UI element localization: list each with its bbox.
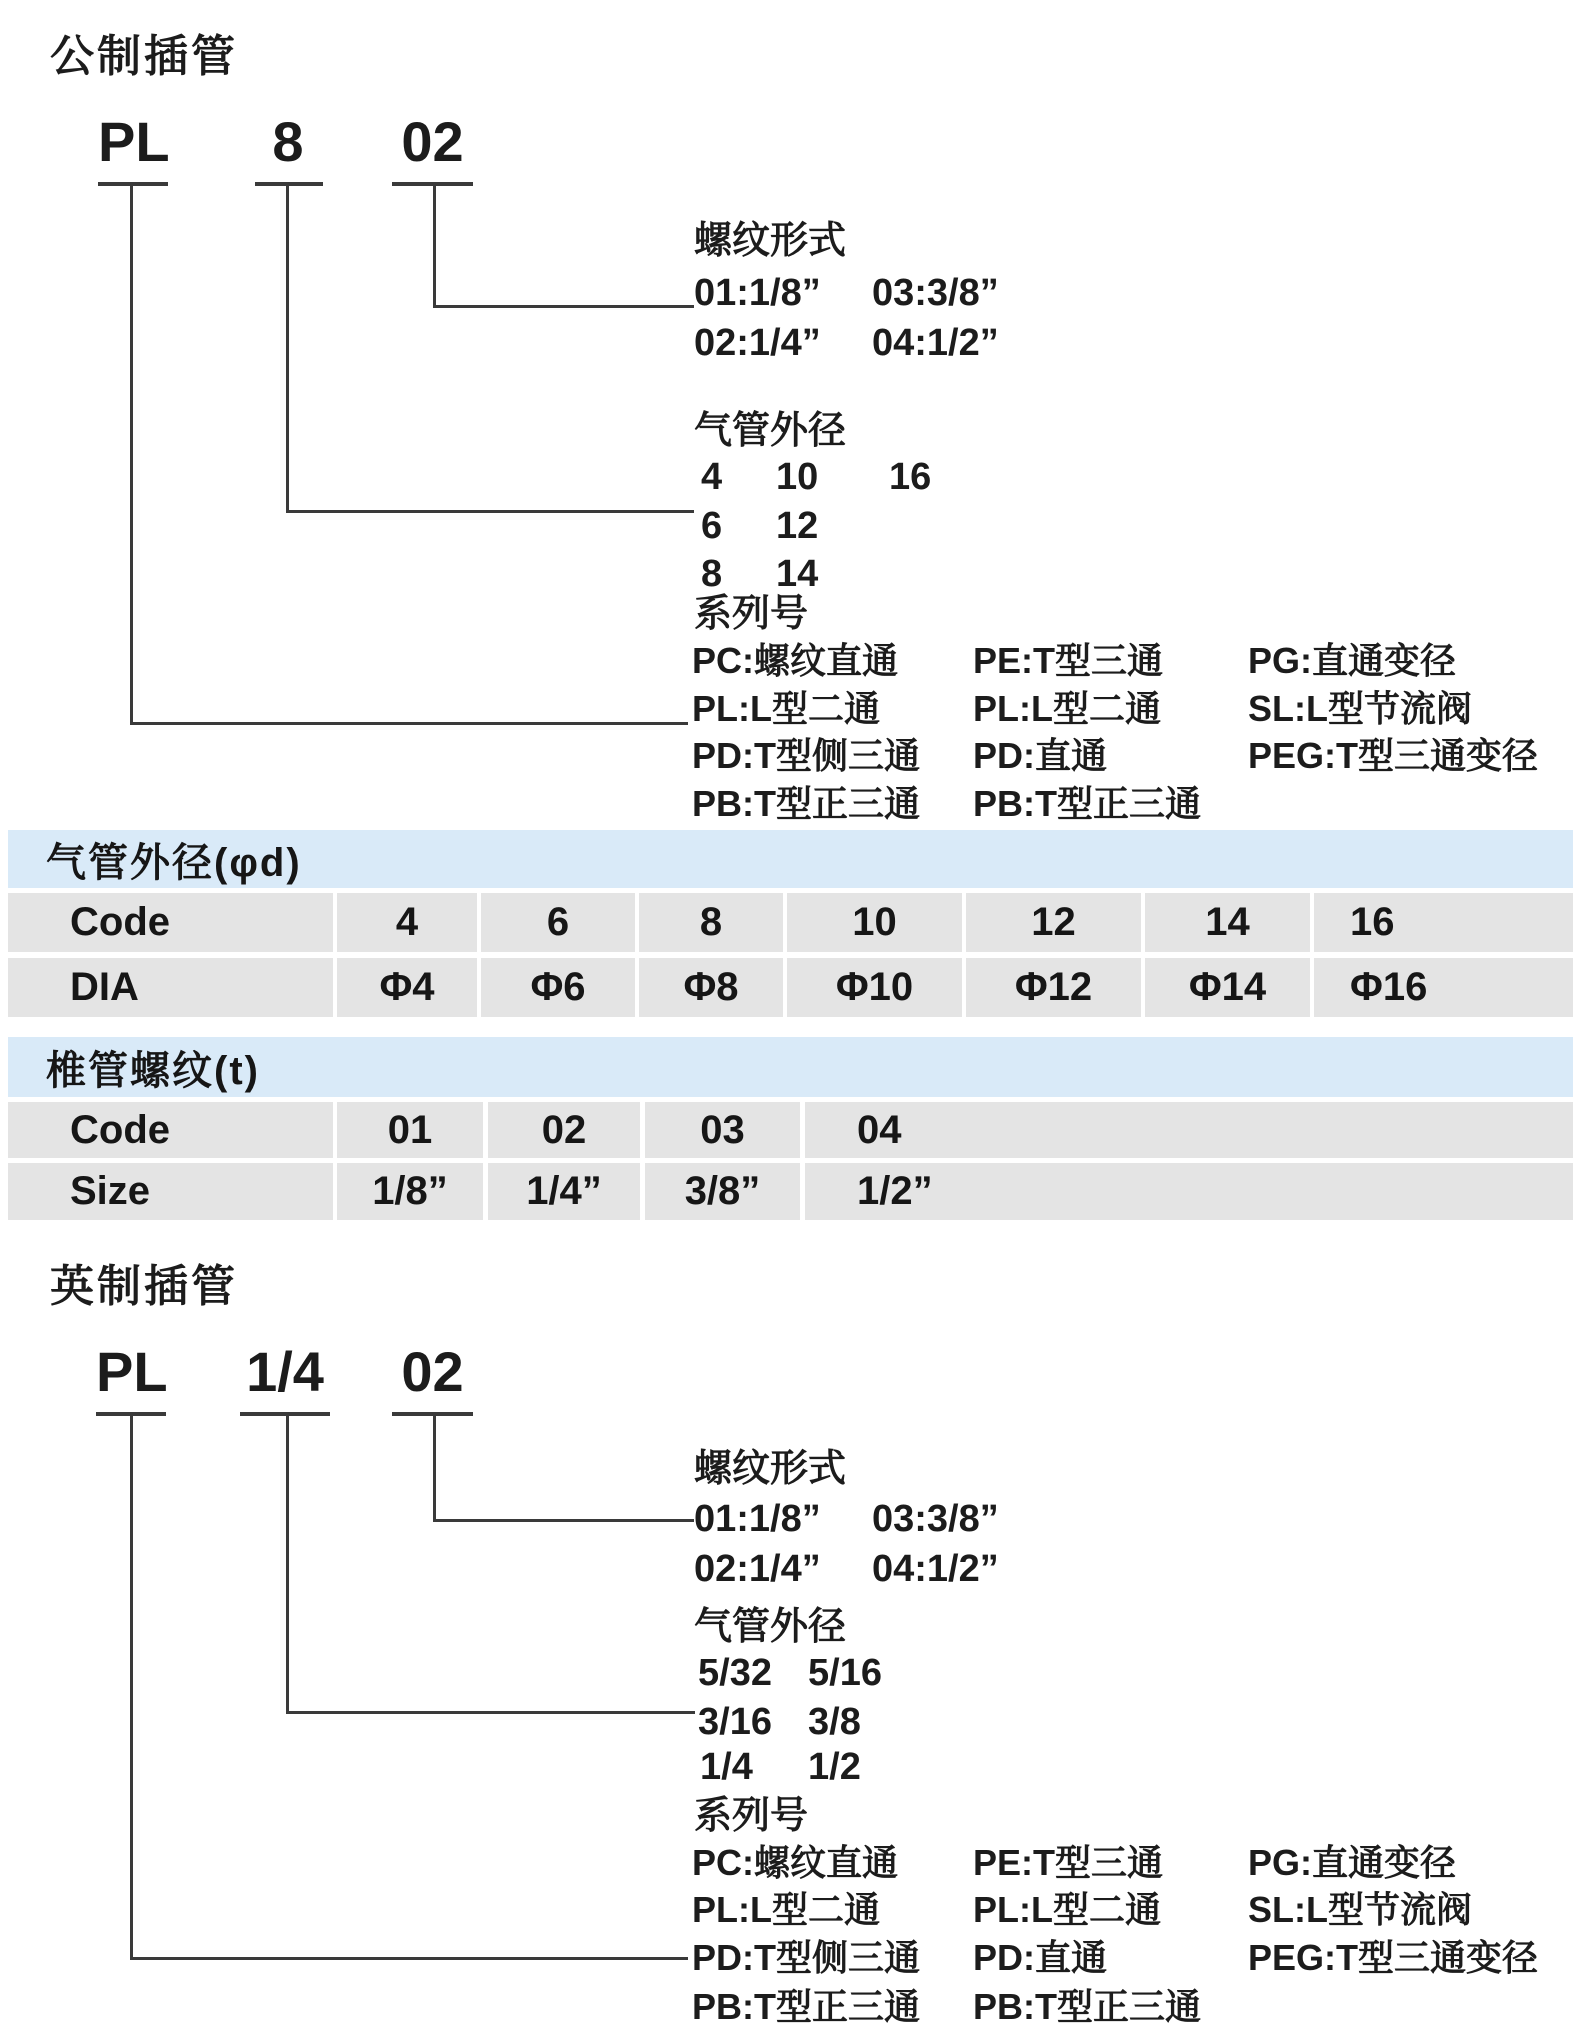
metric-series-item: PD:T型侧三通	[692, 735, 920, 776]
metric-section-title: 公制插管	[50, 32, 238, 81]
metric-leader-line-size	[286, 186, 289, 513]
tube-od-table-title: 气管外径(φd)	[46, 840, 302, 885]
metric-tube-size: 4	[701, 456, 723, 498]
imperial-code-thread: 02	[401, 1340, 464, 1403]
imperial-branch-line-thread	[433, 1519, 694, 1522]
tube-od-table-header-bar	[8, 830, 1573, 888]
imperial-section-title: 英制插管	[50, 1262, 238, 1311]
metric-tube-size: 8	[701, 553, 723, 595]
tube-od-code-cell: 10	[787, 893, 962, 952]
metric-tube-size: 6	[701, 505, 723, 547]
metric-leader-line-series	[130, 186, 133, 725]
imperial-thread-option: 01:1/8”	[694, 1498, 821, 1540]
tube-od-dia-cell: Φ10	[787, 958, 962, 1017]
imperial-leader-line-series	[130, 1416, 133, 1959]
metric-code-size: 8	[272, 110, 304, 173]
imperial-branch-line-series	[130, 1957, 688, 1960]
imperial-series-item: SL:L型节流阀	[1248, 1889, 1472, 1930]
imperial-series-item: PC:螺纹直通	[692, 1842, 898, 1883]
imperial-thread-option: 02:1/4”	[694, 1548, 821, 1590]
thread-size-cell: 3/8”	[645, 1163, 800, 1220]
thread-size-cell: 1/4”	[488, 1163, 640, 1220]
imperial-code-size: 1/4	[246, 1340, 324, 1403]
thread-code-cell: 03	[645, 1102, 800, 1158]
imperial-series-item: PG:直通变径	[1248, 1842, 1457, 1883]
metric-series-item: PL:L型二通	[973, 688, 1161, 729]
tube-od-dia-cell: Φ12	[966, 958, 1141, 1017]
thread-code-cell: 04	[805, 1102, 1573, 1158]
imperial-series-item: PB:T型正三通	[973, 1986, 1201, 2023]
imperial-thread-label: 螺纹形式	[694, 1448, 847, 1490]
metric-series-item: SL:L型节流阀	[1248, 688, 1472, 729]
thread-row2-header: Size	[8, 1163, 333, 1220]
tube-od-code-cell: 16	[1314, 893, 1573, 952]
metric-thread-label: 螺纹形式	[694, 220, 847, 262]
tube-od-dia-cell: Φ8	[639, 958, 783, 1017]
metric-series-item: PL:L型二通	[692, 688, 880, 729]
metric-thread-option: 01:1/8”	[694, 272, 821, 314]
imperial-tube-size: 3/16	[698, 1701, 772, 1743]
metric-thread-option: 03:3/8”	[872, 272, 999, 314]
imperial-series-item: PE:T型三通	[973, 1842, 1164, 1883]
metric-tube-size: 16	[889, 456, 932, 498]
imperial-tube-label: 气管外径	[694, 1606, 847, 1648]
metric-tube-label: 气管外径	[694, 410, 847, 452]
imperial-series-item: PEG:T型三通变径	[1248, 1937, 1539, 1978]
metric-series-item: PG:直通变径	[1248, 640, 1457, 681]
metric-series-item: PEG:T型三通变径	[1248, 735, 1539, 776]
metric-branch-line-size	[286, 510, 694, 513]
tube-od-dia-cell: Φ14	[1145, 958, 1310, 1017]
imperial-tube-size: 3/8	[808, 1701, 861, 1743]
tube-od-code-cell: 8	[639, 893, 783, 952]
imperial-branch-line-size	[286, 1711, 695, 1714]
imperial-series-item: PL:L型二通	[973, 1889, 1161, 1930]
imperial-code-series: PL	[96, 1340, 168, 1403]
metric-tube-size: 12	[776, 505, 819, 547]
metric-branch-line-thread	[433, 305, 694, 308]
tube-od-dia-cell: Φ16	[1314, 958, 1573, 1017]
imperial-tube-size: 1/4	[700, 1746, 753, 1788]
imperial-leader-line-thread	[433, 1416, 436, 1521]
metric-series-item: PB:T型正三通	[692, 783, 920, 824]
imperial-series-item: PB:T型正三通	[692, 1986, 920, 2023]
metric-branch-line-series	[130, 722, 688, 725]
metric-series-item: PE:T型三通	[973, 640, 1164, 681]
imperial-series-item: PL:L型二通	[692, 1889, 880, 1930]
thread-code-cell: 01	[337, 1102, 483, 1158]
tube-od-dia-cell: Φ4	[337, 958, 477, 1017]
tube-od-dia-cell: Φ6	[481, 958, 635, 1017]
imperial-thread-option: 04:1/2”	[872, 1548, 999, 1590]
thread-table-title: 椎管螺纹(t)	[46, 1048, 260, 1093]
metric-underline-size	[255, 182, 323, 186]
tube-od-code-cell: 6	[481, 893, 635, 952]
metric-tube-size: 14	[776, 553, 819, 595]
metric-series-item: PB:T型正三通	[973, 783, 1201, 824]
metric-series-item: PD:直通	[973, 735, 1107, 776]
imperial-tube-size: 5/16	[808, 1652, 882, 1694]
tube-od-row1-header: Code	[8, 893, 333, 952]
imperial-tube-size: 5/32	[698, 1652, 772, 1694]
thread-table-header-bar	[8, 1037, 1573, 1097]
metric-code-series: PL	[98, 110, 170, 173]
tube-od-row2-header: DIA	[8, 958, 333, 1017]
tube-od-code-cell: 12	[966, 893, 1141, 952]
metric-code-thread: 02	[401, 110, 464, 173]
metric-thread-option: 04:1/2”	[872, 322, 999, 364]
thread-size-cell: 1/2”	[805, 1163, 1573, 1220]
tube-od-code-cell: 4	[337, 893, 477, 952]
imperial-series-item: PD:T型侧三通	[692, 1937, 920, 1978]
metric-series-label: 系列号	[694, 593, 809, 635]
imperial-underline-size	[240, 1412, 330, 1416]
imperial-leader-line-size	[286, 1416, 289, 1714]
metric-tube-size: 10	[776, 456, 819, 498]
metric-underline-series	[98, 182, 168, 186]
imperial-series-item: PD:直通	[973, 1937, 1107, 1978]
imperial-thread-option: 03:3/8”	[872, 1498, 999, 1540]
tube-od-code-cell: 14	[1145, 893, 1310, 952]
thread-size-cell: 1/8”	[337, 1163, 483, 1220]
imperial-tube-size: 1/2	[808, 1746, 861, 1788]
metric-series-item: PC:螺纹直通	[692, 640, 898, 681]
metric-leader-line-thread	[433, 186, 436, 308]
metric-thread-option: 02:1/4”	[694, 322, 821, 364]
thread-code-cell: 02	[488, 1102, 640, 1158]
thread-row1-header: Code	[8, 1102, 333, 1158]
imperial-series-label: 系列号	[694, 1795, 809, 1837]
